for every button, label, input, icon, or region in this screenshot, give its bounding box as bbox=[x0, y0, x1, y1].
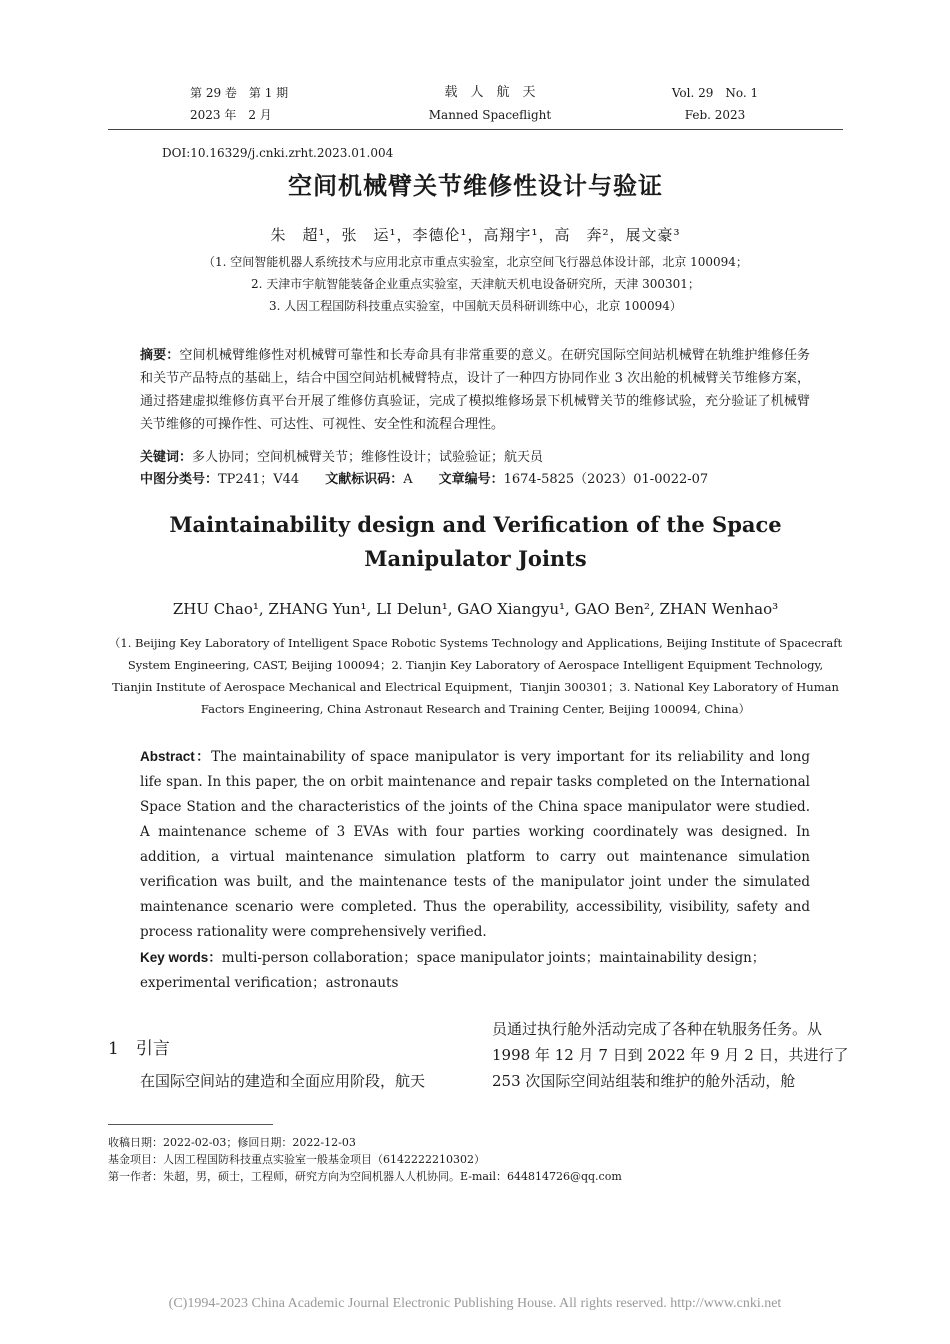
body-right-column: 员通过执行舱外活动完成了各种在轨服务任务。从 1998 年 12 月 7 日到 2022 年 9 月 2 日，共进行了 253 次国际空间站组装和维护的舱外活动，舱 bbox=[492, 1020, 849, 1090]
header-journal bbox=[380, 82, 600, 126]
volume-en: Vol. 29 No. 1 bbox=[671, 86, 759, 100]
date-en: Feb. 2023 bbox=[684, 108, 746, 122]
cn-abstract-text: 空间机械臂维修性对机械臂可靠性和长寿命具有非常重要的意义。在研究国际空间站机械臂在轨维护维修任务和关节产品特点的基础上，结合中国空间站机械臂特点，设计了一种四方协同作业 3 次出舱的机械臂关节维修方案，通过搭建虚拟维修仿真平台开展了维修仿真验证，完成了模拟维修场景下机械臂关节的维修试验，充分验证了机械臂关节维修的可操作性、可达性、可视性、安全性和流程合理性。 bbox=[140, 348, 810, 432]
cn-classification bbox=[140, 469, 810, 491]
en-abstract bbox=[140, 744, 810, 945]
en-title-line-2: Manipulator Joints bbox=[364, 546, 587, 571]
en-abstract-label: Abstract： bbox=[140, 749, 212, 764]
en-authors: ZHU Chao¹, ZHANG Yun¹, LI Delun¹, GAO Xiangyu¹, GAO Ben², ZHAN Wenhao³ bbox=[172, 600, 779, 618]
cn-keywords bbox=[140, 447, 810, 469]
doi[interactable]: DOI:10.16329/j.cnki.zrht.2023.01.004 bbox=[162, 146, 394, 160]
date-cn: 2023 年 2 月 bbox=[190, 108, 272, 122]
en-keywords bbox=[140, 945, 810, 996]
journal-cn: 载 人 航 天 bbox=[444, 85, 536, 100]
header-volume-info bbox=[190, 82, 350, 126]
cn-title: 空间机械臂关节维修性设计与验证 bbox=[288, 171, 663, 200]
volume-cn: 第 29 卷 第 1 期 bbox=[190, 86, 289, 100]
copyright-notice: (C)1994-2023 China Academic Journal Electronic Publishing House. All rights reserved. http://www.cnki.net bbox=[168, 1296, 782, 1311]
journal-en: Manned Spaceflight bbox=[428, 108, 552, 122]
cn-affiliation-3: 3. 人因工程国防科技重点实验室，中国航天员科研训练中心，北京 100094） bbox=[269, 299, 682, 313]
en-title bbox=[108, 508, 843, 576]
en-title-line-1: Maintainability design and Verification of the Space bbox=[169, 512, 782, 537]
doc-code-value: A bbox=[403, 472, 413, 487]
doc-code-label: 文献标识码： bbox=[325, 472, 404, 487]
cn-authors: 朱 超¹，张 运¹，李德伦¹，高翔宇¹，高 奔²，展文豪³ bbox=[270, 226, 681, 244]
article-no-value: 1674-5825（2023）01-0022-07 bbox=[503, 472, 709, 487]
cn-abstract bbox=[140, 344, 810, 436]
cn-keywords-text: 多人协同；空间机械臂关节；维修性设计；试验验证；航天员 bbox=[192, 450, 544, 465]
cn-keywords-label: 关键词： bbox=[140, 450, 193, 465]
body-left-column: 在国际空间站的建造和全面应用阶段，航天 bbox=[140, 1072, 426, 1090]
footnote-author: 第一作者：朱超，男，硕士，工程师，研究方向为空间机器人人机协同。E-mail：644814726@qq.com bbox=[108, 1170, 622, 1183]
header-rule bbox=[108, 129, 843, 130]
en-abstract-text: The maintainability of space manipulator is very important for its reliability and long life span. In this paper, the on orbit maintenance and repair tasks completed on the International Space Station and the characteristics of the joints of the China space manipulator were studied. A maintenance scheme of 3 EVAs with four parties working coordinately was designed. In addition, a virtual maintenance simulation platform to carry out maintenance simulation verification was built, and the maintenance tests of the manipulator joint under the simulated maintenance scenario were completed. Thus the operability, accessibility, visibility, safety and process rationality were comprehensively verified. bbox=[140, 749, 810, 940]
section-title: 1 引言 bbox=[108, 1039, 170, 1059]
cn-affiliation-1: （1. 空间智能机器人系统技术与应用北京市重点实验室，北京空间飞行器总体设计部，北京 100094； bbox=[203, 255, 748, 269]
clc-value: TP241；V44 bbox=[218, 472, 300, 487]
clc-label: 中图分类号： bbox=[140, 472, 219, 487]
cn-affiliation-2: 2. 天津市宇航智能装备企业重点实验室，天津航天机电设备研究所，天津 300301； bbox=[251, 277, 700, 291]
footnote-received: 收稿日期：2022-02-03；修回日期：2022-12-03 bbox=[108, 1136, 356, 1149]
en-keywords-text: multi-person collaboration；space manipulator joints；maintainability design；experimental verification；astronauts bbox=[140, 950, 766, 991]
footnote-fund: 基金项目：人因工程国防科技重点实验室一般基金项目（6142222210302） bbox=[108, 1153, 485, 1166]
en-keywords-label: Key words： bbox=[140, 950, 222, 965]
en-affiliations: （1. Beijing Key Laboratory of Intelligent Space Robotic Systems Technology and Applications, Beijing Institute of Spacecraft System Engineering, CAST, Beijing 100094；2. Tianjin Key Laboratory of Aerospace Intelligent Equipment Technology, Tianjin Institute of Aerospace Mechanical and Electrical Equipment，Tianjin 300301；3. National Key Laboratory of Human Factors Engineering, China Astronaut Research and Training Center, Beijing 100094, China） bbox=[108, 636, 843, 716]
header-volume-en bbox=[640, 82, 790, 126]
footnote-rule bbox=[108, 1124, 273, 1125]
cn-abstract-label: 摘要： bbox=[140, 348, 180, 363]
article-no-label: 文章编号： bbox=[438, 472, 504, 487]
